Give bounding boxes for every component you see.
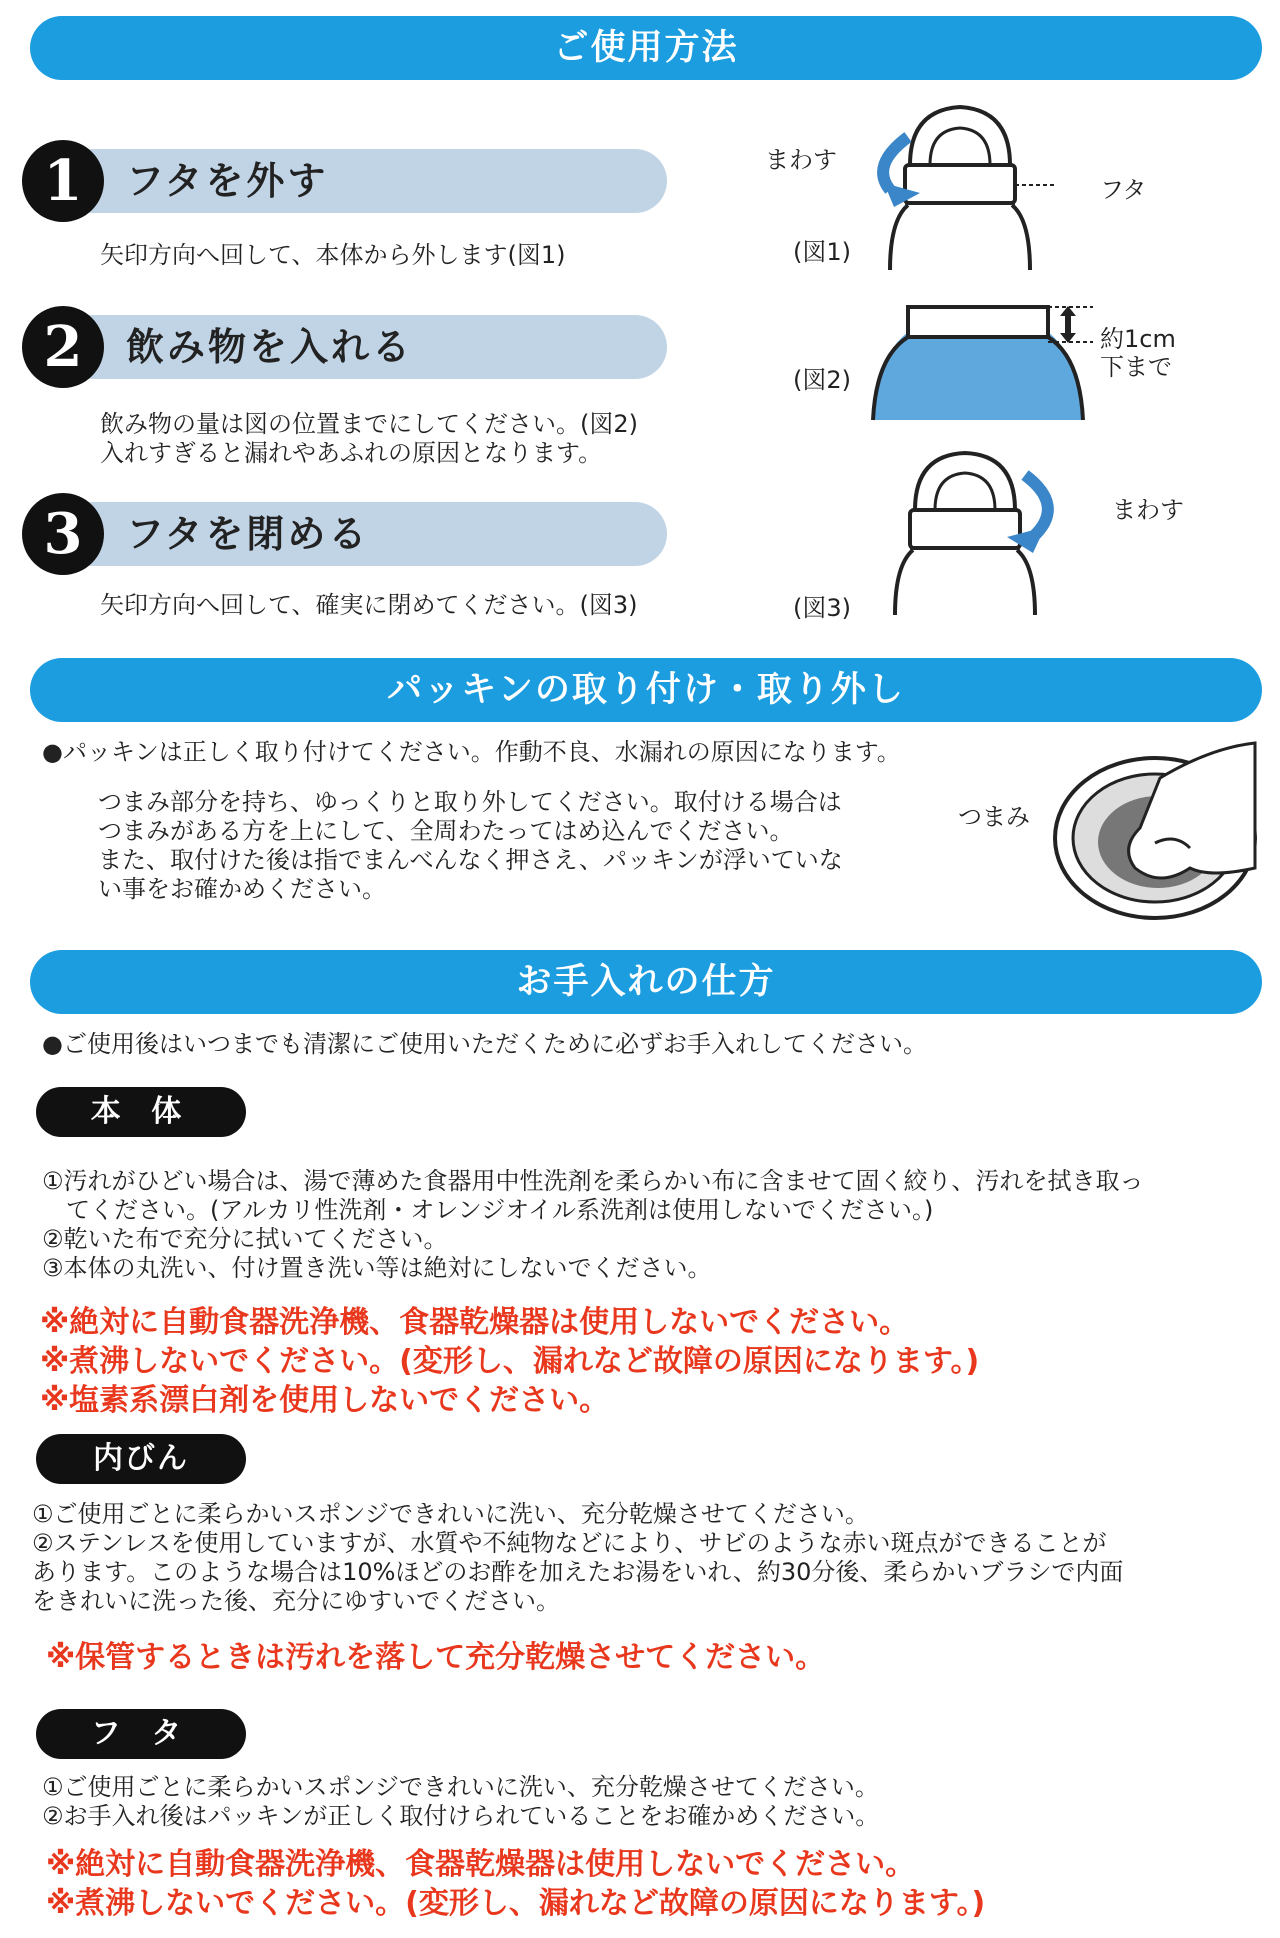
step-title: フタを外す <box>126 159 329 203</box>
figure-1-lid-illustration <box>850 95 1090 270</box>
figure-3-rotate-label: まわす <box>1112 496 1184 524</box>
lid-section-warnings: ※絶対に自動食器洗浄機、食器乾燥器は使用しないでください。 ※煮沸しないでください。(変形し、漏れなど故障の原因になります。) <box>46 1847 986 1921</box>
step-number: 3 <box>22 493 104 575</box>
step-number: 1 <box>22 140 104 222</box>
step-3 <box>22 493 667 575</box>
step-3-description: 矢印方向へ回して、確実に閉めてください。(図3) <box>100 591 638 619</box>
body-section-text: ①汚れがひどい場合は、湯で薄めた食器用中性洗剤を柔らかい布に含ませて固く絞り、汚れを拭き取っ てください。(アルカリ性洗剤・オレンジオイル系洗剤は使用しないでください。) ②乾いた布で充分に拭いてください。 ③本体の丸洗い、付け置き洗い等は絶対にしないでください。 <box>42 1167 1144 1282</box>
step-1 <box>22 140 667 222</box>
figure-3-caption: (図3) <box>793 594 851 622</box>
care-header: お手入れの仕方 <box>30 950 1262 1014</box>
care-intro: ●ご使用後はいつまでも清潔にご使用いただくために必ずお手入れしてください。 <box>42 1030 927 1058</box>
figure-3-lid-illustration <box>885 445 1105 615</box>
packing-header: パッキンの取り付け・取り外し <box>30 658 1262 722</box>
step-title: 飲み物を入れる <box>126 325 414 369</box>
step-title: フタを閉める <box>126 512 370 556</box>
inner-bottle-section-label: 内びん <box>36 1434 246 1484</box>
figure-2-bottle-illustration <box>868 302 1098 422</box>
body-section-label: 本 体 <box>36 1087 246 1137</box>
packing-illustration <box>1040 738 1260 928</box>
packing-instructions: つまみ部分を持ち、ゆっくりと取り外してください。取付ける場合は つまみがある方を上にして、全周わたってはめ込んでください。 また、取付けた後は指でまんべんなく押さえ、パッキンが浮いていな い事をお確かめください。 <box>98 788 843 903</box>
figure-1-rotate-label: まわす <box>765 146 837 174</box>
packing-knob-label: つまみ <box>958 803 1030 831</box>
lid-section-text: ①ご使用ごとに柔らかいスポンジできれいに洗い、充分乾燥させてください。 ②お手入れ後はパッキンが正しく取付けられていることをお確かめください。 <box>42 1773 880 1830</box>
step-number: 2 <box>22 306 104 388</box>
inner-bottle-section-text: ①ご使用ごとに柔らかいスポンジできれいに洗い、充分乾燥させてください。 ②ステンレスを使用していますが、水質や不純物などにより、サビのような赤い斑点ができることが あります。このような場合は10%ほどのお酢を加えたお湯をいれ、約30分後、柔らかいブラシで内面 をきれいに洗った後、充分にゆすいでください。 <box>32 1500 1124 1615</box>
step-2-description: 飲み物の量は図の位置までにしてください。(図2) 入れすぎると漏れやあふれの原因となります。 <box>100 410 638 467</box>
figure-2-caption: (図2) <box>793 366 851 394</box>
step-2 <box>22 306 667 388</box>
packing-note: ●パッキンは正しく取り付けてください。作動不良、水漏れの原因になります。 <box>42 738 901 766</box>
figure-2-level-label: 約1cm 下まで <box>1100 325 1176 381</box>
figure-1-lid-label: フタ <box>1100 176 1147 204</box>
usage-header: ご使用方法 <box>30 16 1262 80</box>
step-1-description: 矢印方向へ回して、本体から外します(図1) <box>100 241 566 269</box>
body-section-warnings: ※絶対に自動食器洗浄機、食器乾燥器は使用しないでください。 ※煮沸しないでください。(変形し、漏れなど故障の原因になります。) ※塩素系漂白剤を使用しないでください。 <box>40 1305 980 1418</box>
lid-section-label: フ タ <box>36 1709 246 1759</box>
inner-bottle-section-warnings: ※保管するときは汚れを落して充分乾燥させてください。 <box>46 1640 826 1675</box>
figure-1-caption: (図1) <box>793 238 851 266</box>
